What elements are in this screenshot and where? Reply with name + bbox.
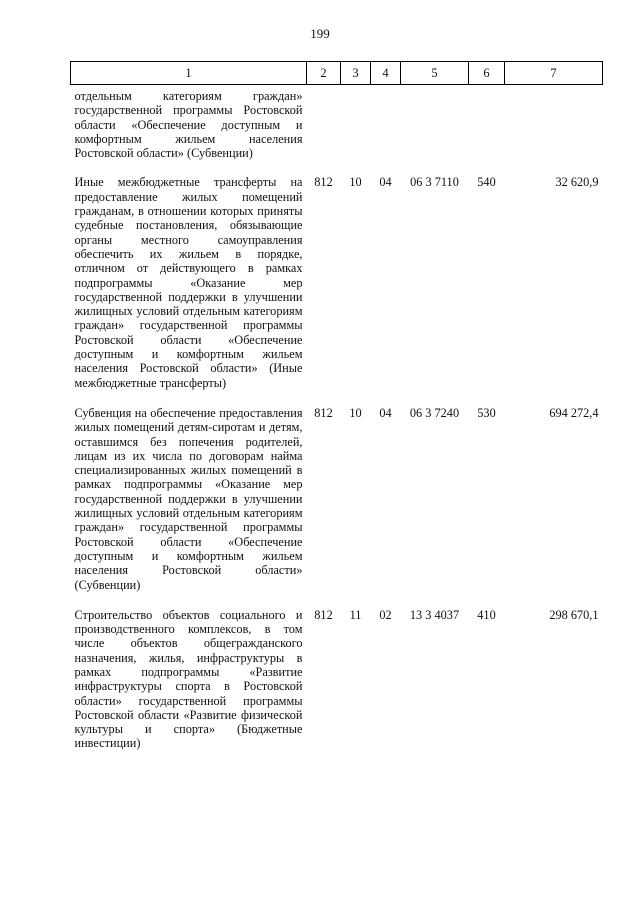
cell-subsection: 04 bbox=[379, 175, 392, 190]
cell-amount: 694 272,4 bbox=[549, 405, 599, 420]
table-row bbox=[71, 608, 603, 767]
cell-expense-type bbox=[469, 85, 505, 176]
cell-ministry: 812 bbox=[314, 175, 333, 190]
cell-section: 11 bbox=[349, 607, 362, 622]
cell-expense-type: 530 bbox=[477, 405, 496, 420]
table-row bbox=[71, 175, 603, 405]
cell-subsection bbox=[371, 85, 401, 176]
page-number: 199 bbox=[310, 26, 330, 41]
cell-section: 10 bbox=[349, 405, 362, 420]
column-header: 4 bbox=[371, 62, 401, 85]
column-header: 2 bbox=[307, 62, 341, 85]
cell-ministry: 812 bbox=[314, 607, 333, 622]
cell-amount: 32 620,9 bbox=[555, 175, 599, 190]
cell-amount bbox=[505, 85, 603, 176]
row-description: отдельным категориям граждан» государственной программы Ростовской области «Обеспечение доступным и комфортным жильем населения Ростовской области» (Субвенции) bbox=[74, 89, 303, 161]
budget-table bbox=[70, 61, 603, 767]
cell-section bbox=[341, 85, 371, 176]
row-description: Иные межбюджетные трансферты на предоставление жилых помещений гражданам, в отношении которых приняты судебные постановления, обязывающие органы местного самоуправления обеспечить их жильем в порядке, отличном от действующего в рамках подпрограммы «Оказание мер государственной поддержки в улучшении жилищных условий отдельным категориям граждан» государственной программы Ростовской области «Обеспечение доступным и комфортным жильем населения Ростовской области» (Иные межбюджетные трансферты) bbox=[74, 175, 303, 390]
column-header: 6 bbox=[469, 62, 505, 85]
cell-target-article bbox=[401, 85, 469, 176]
table-row bbox=[71, 85, 603, 176]
cell-amount: 298 670,1 bbox=[549, 607, 599, 622]
cell-expense-type: 540 bbox=[477, 175, 496, 190]
column-header: 5 bbox=[401, 62, 469, 85]
cell-ministry bbox=[307, 85, 341, 176]
cell-section: 10 bbox=[349, 175, 362, 190]
row-description: Строительство объектов социального и производственного комплексов, в том числе объектов общегражданского назначения, жилья, инфраструктуры в рамках подпрограммы «Развитие инфраструктуры спорта в Ростовской области» государственной программы Ростовской области «Развитие физической культуры и спорта» (Бюджетные инвестиции) bbox=[74, 607, 303, 751]
column-header: 7 bbox=[505, 62, 603, 85]
cell-target-article: 06 3 7240 bbox=[409, 405, 460, 420]
row-description: Субвенция на обеспечение предоставления жилых помещений детям-сиротам и детям, оставшимся без попечения родителей, лицам из их числа по договорам найма специализированных жилых помещений в рамках подпрограммы «Оказание мер государственной поддержки в улучшении жилищных условий отдельным категориям граждан» государственной программы Ростовской области «Обеспечение доступным и комфортным жильем населения Ростовской области» (Субвенции) bbox=[74, 405, 303, 592]
cell-subsection: 04 bbox=[379, 405, 392, 420]
table-row bbox=[71, 406, 603, 608]
cell-target-article: 06 3 7110 bbox=[410, 175, 459, 190]
cell-expense-type: 410 bbox=[477, 607, 496, 622]
cell-target-article: 13 3 4037 bbox=[409, 607, 460, 622]
cell-subsection: 02 bbox=[379, 607, 392, 622]
cell-ministry: 812 bbox=[314, 405, 333, 420]
column-header: 3 bbox=[341, 62, 371, 85]
column-header: 1 bbox=[71, 62, 307, 85]
table-header-row bbox=[71, 62, 603, 85]
